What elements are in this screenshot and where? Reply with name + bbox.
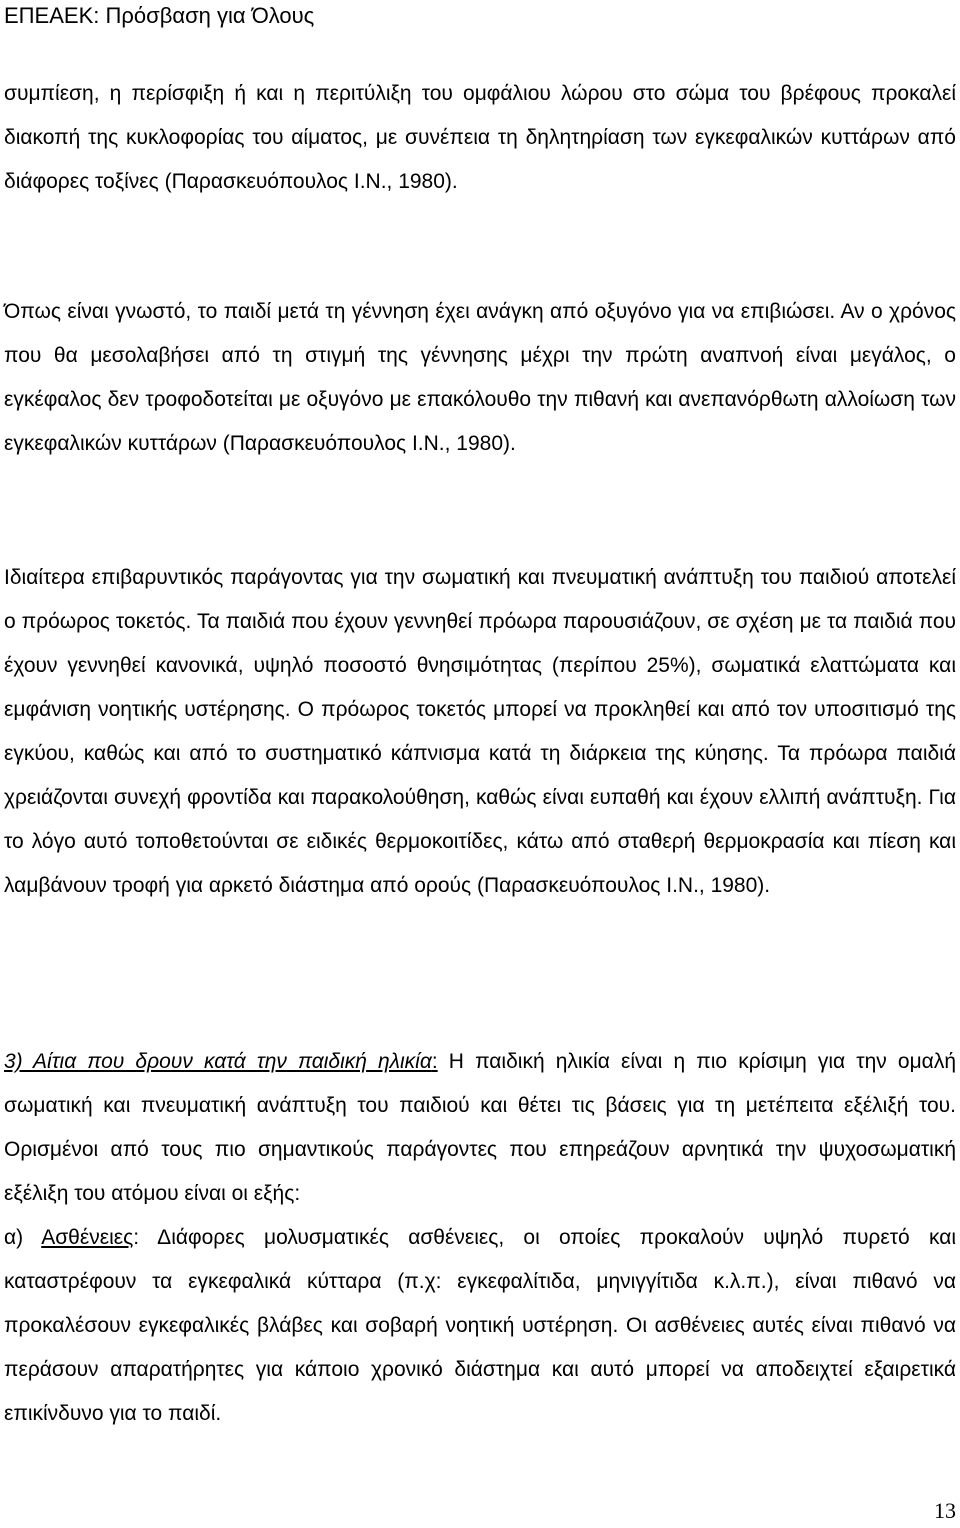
- paragraph-oxygen-at-birth: Όπως είναι γνωστό, το παιδί μετά τη γέννηση έχει ανάγκη από οξυγόνο για να επιβιώσει. Αν ο χρόνος που θα μεσολαβήσει από τη στιγμή της γέννησης μέχρι την πρώτη αναπνοή είναι μεγάλος, ο εγκέφαλος δεν τροφοδοτείται με οξυγόνο με επακόλουθο την πιθανή και ανεπανόρθωτη αλλοίωση των εγκεφαλικών κυττάρων (Παρασκευόπουλος Ι.Ν., 1980).: [4, 300, 956, 455]
- section-heading: 3) Αίτια που δρουν κατά την παιδική ηλικία: [4, 1050, 432, 1073]
- running-header: ΕΠΕΑΕΚ: Πρόσβαση για Όλους: [4, 3, 315, 28]
- list-item-prefix: α): [4, 1226, 42, 1249]
- paragraph-umbilical-cord: συμπίεση, η περίσφιξη ή και η περιτύλιξη του ομφάλιου λώρου στο σώμα του βρέφους προκαλεί διακοπή της κυκλοφορίας του αίματος, με συνέπεια τη δηλητηρίαση των εγκεφαλικών κυττάρων από διάφορες τοξίνες (Παρασκευόπουλος Ι.Ν., 1980).: [4, 82, 956, 193]
- paragraph-premature-birth: Ιδιαίτερα επιβαρυντικός παράγοντας για την σωματική και πνευματική ανάπτυξη του παιδιού αποτελεί ο πρόωρος τοκετός. Τα παιδιά που έχουν γεννηθεί πρόωρα παρουσιάζουν, σε σχέση με τα παιδιά που έχουν γεννηθεί κανονικά, υψηλό ποσοστό θνησιμότητας (περίπου 25%), σωματικά ελαττώματα και εμφάνιση νοητικής υστέρησης. Ο πρόωρος τοκετός μπορεί να προκληθεί και από τον υποσιτισμό της εγκύου, καθώς και από το συστηματικό κάπνισμα κατά τη διάρκεια της κύησης. Τα πρόωρα παιδιά χρειάζονται συνεχή φροντίδα και παρακολούθηση, καθώς είναι ευπαθή και έχουν ελλιπή ανάπτυξη. Για το λόγο αυτό τοποθετούνται σε ειδικές θερμοκοιτίδες, κάτω από σταθερή θερμοκρασία και πίεση και λαμβάνουν τροφή για αρκετό διάστημα από ορούς (Παρασκευόπουλος Ι.Ν., 1980).: [4, 566, 956, 897]
- list-item-term: Ασθένειες: [41, 1226, 134, 1249]
- section-intro-text: Η παιδική ηλικία είναι η πιο κρίσιμη για την ομαλή σωματική και πνευματική ανάπτυξη του παιδιού και θέτει τις βάσεις για τη μετέπειτα εξέλιξή του. Ορισμένοι από τους πιο σημαντικούς παράγοντες που επηρεάζουν αρνητικά την ψυχοσωματική εξέλιξη του ατόμου είναι οι εξής:: [4, 1050, 957, 1205]
- page-number: 13: [934, 1498, 956, 1523]
- list-item-text: Διάφορες μολυσματικές ασθένειες, οι οποίες προκαλούν υψηλό πυρετό και καταστρέφουν τα εγκεφαλικά κύτταρα (π.χ: εγκεφαλίτιδα, μηνιγγίτιδα κ.λ.π.), είναι πιθανό να προκαλέσουν εγκεφαλικές βλάβες και σοβαρή νοητική υστέρηση. Οι ασθένειες αυτές είναι πιθανό να περάσουν απαρατήρητες για κάποιο χρονικό διάστημα και αυτό μπορεί να αποδειχτεί εξαιρετικά επικίνδυνο για το παιδί.: [4, 1226, 956, 1425]
- paragraph-childhood-causes: [4, 1040, 956, 1436]
- section-heading-colon: :: [431, 1050, 438, 1073]
- list-item-colon: :: [133, 1226, 140, 1249]
